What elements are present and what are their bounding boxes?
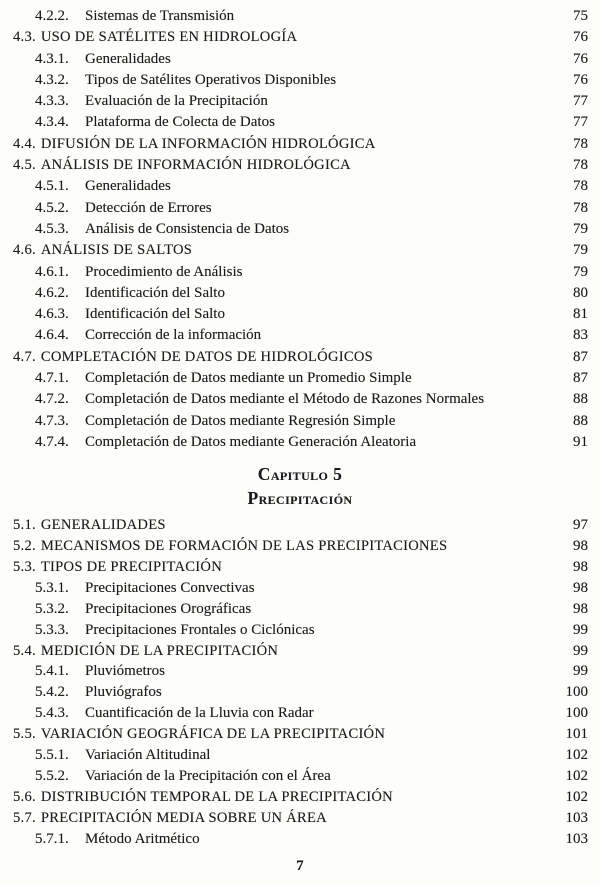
toc-entry-sub xyxy=(13,283,588,304)
toc-entry-number: 4.3.4. xyxy=(35,114,69,131)
toc-entry-sub xyxy=(13,766,588,787)
toc-entry-title: USO DE SATÉLITES EN HIDROLOGÍA xyxy=(40,29,298,46)
toc-entry-page-number: 103 xyxy=(565,830,588,847)
toc-entry-title: Generalidades xyxy=(85,50,171,67)
toc-entry-page-number: 101 xyxy=(565,726,588,743)
toc-entry-main xyxy=(13,808,588,829)
toc-entry-main xyxy=(13,557,588,578)
toc-entry-number: 5.5.2. xyxy=(35,767,69,784)
toc-entry-number: 5.2. xyxy=(13,538,36,555)
toc-entry-sub xyxy=(13,219,588,240)
toc-entry-title: Identificación del Salto xyxy=(85,284,225,301)
toc-entry-number: 5.5.1. xyxy=(35,747,69,764)
toc-entry-title: Método Aritmético xyxy=(85,830,200,847)
toc-entry-number: 4.5. xyxy=(13,157,36,174)
toc-entry-sub xyxy=(13,745,588,766)
toc-entry-page-number: 98 xyxy=(573,559,588,576)
toc-entry-title: Precipitaciones Orográficas xyxy=(85,600,252,617)
toc-entry-number: 5.1. xyxy=(13,517,36,534)
toc-entry-sub xyxy=(13,325,588,346)
toc-entry-page-number: 78 xyxy=(573,157,588,174)
toc-entry-number: 4.2.2. xyxy=(35,8,69,24)
toc-entry-number: 4.5.2. xyxy=(35,199,69,216)
toc-entry-title: Procedimiento de Análisis xyxy=(85,263,243,280)
toc-entry-page-number: 75 xyxy=(573,8,588,24)
toc-entry-page-number: 76 xyxy=(573,29,588,46)
toc-entry-page-number: 99 xyxy=(573,642,588,659)
toc-entry-page-number: 79 xyxy=(573,263,588,280)
toc-entry-sub xyxy=(13,703,588,724)
toc-entry-page-number: 102 xyxy=(565,788,588,805)
toc-entry-page-number: 98 xyxy=(573,579,588,596)
toc-entry-number: 4.6.3. xyxy=(35,306,69,323)
toc-entry-page-number: 102 xyxy=(565,767,588,784)
toc-entry-page-number: 98 xyxy=(573,538,588,555)
toc-entry-sub xyxy=(13,368,588,389)
toc-entry-title: Completación de Datos mediante Generación Aleatoria xyxy=(85,433,417,450)
toc-entry-page-number: 76 xyxy=(573,50,588,67)
toc-entry-main xyxy=(13,536,588,557)
toc-entry-title: ANÁLISIS DE SALTOS xyxy=(40,242,193,259)
toc-entry-sub xyxy=(13,620,588,641)
toc-entry-sub xyxy=(13,70,588,91)
toc-entry-sub xyxy=(13,91,588,112)
toc-entry-title: Identificación del Salto xyxy=(85,306,225,323)
toc-entry-sub xyxy=(13,432,588,453)
toc-entry-title: DISTRIBUCIÓN TEMPORAL DE LA PRECIPITACIÓN xyxy=(40,788,393,805)
toc-entry-sub xyxy=(13,661,588,682)
toc-entry-number: 4.6.4. xyxy=(35,327,69,344)
toc-entry-main xyxy=(13,787,588,808)
toc-entry-title: Corrección de la información xyxy=(85,327,262,344)
toc-entry-number: 5.3.1. xyxy=(35,579,69,596)
toc-entry-number: 5.3. xyxy=(13,559,36,576)
toc-entry-number: 4.7. xyxy=(13,348,36,365)
toc-entry-title: Tipos de Satélites Operativos Disponibles xyxy=(85,71,337,88)
toc-entry-number: 5.3.3. xyxy=(35,621,69,638)
toc-entry-title: Completación de Datos mediante el Método de Razones Normales xyxy=(85,391,485,408)
chapter-heading xyxy=(0,462,600,510)
toc-entry-number: 4.7.4. xyxy=(35,433,69,450)
chapter-number-line: Capitulo 5 xyxy=(257,464,343,485)
toc-entry-number: 4.5.1. xyxy=(35,178,69,195)
toc-entry-sub xyxy=(13,411,588,432)
page-number-footer: 7 xyxy=(296,858,304,874)
toc-entry-page-number: 87 xyxy=(573,348,588,365)
toc-entry-page-number: 88 xyxy=(573,412,588,429)
toc-entry-main xyxy=(13,240,588,261)
toc-entry-sub xyxy=(13,389,588,410)
toc-entry-sub xyxy=(13,829,588,850)
toc-entry-number: 4.3.2. xyxy=(35,71,69,88)
toc-entry-number: 5.7. xyxy=(13,809,36,826)
toc-entry-main xyxy=(13,724,588,745)
toc-entry-sub xyxy=(13,6,588,27)
toc-entry-page-number: 103 xyxy=(565,809,588,826)
toc-entry-title: Pluviógrafos xyxy=(85,684,162,701)
toc-entry-page-number: 88 xyxy=(573,391,588,408)
toc-entry-title: MEDICIÓN DE LA PRECIPITACIÓN xyxy=(40,642,279,659)
toc-entry-page-number: 77 xyxy=(573,93,588,110)
toc-entry-sub xyxy=(13,304,588,325)
toc-entry-number: 4.5.3. xyxy=(35,220,69,237)
toc-entry-number: 4.7.3. xyxy=(35,412,69,429)
toc-entry-main xyxy=(13,641,588,662)
toc-entry-title: ANÁLISIS DE INFORMACIÓN HIDROLÓGICA xyxy=(40,157,351,174)
toc-entry-number: 4.3.3. xyxy=(35,93,69,110)
toc-entry-page-number: 100 xyxy=(565,684,588,701)
toc-entry-page-number: 78 xyxy=(573,199,588,216)
toc-entry-number: 4.6.2. xyxy=(35,284,69,301)
toc-entry-main xyxy=(13,347,588,368)
toc-entry-sub xyxy=(13,578,588,599)
toc-entry-number: 5.3.2. xyxy=(35,600,69,617)
toc-entry-number: 4.3. xyxy=(13,29,36,46)
toc-entry-number: 5.6. xyxy=(13,788,36,805)
toc-entry-title: Variación Altitudinal xyxy=(85,747,211,764)
toc-entry-page-number: 91 xyxy=(573,433,588,450)
toc-entry-number: 5.5. xyxy=(13,726,36,743)
toc-entry-main xyxy=(13,27,588,48)
toc-entry-number: 5.4. xyxy=(13,642,36,659)
toc-entry-title: Completación de Datos mediante Regresión Simple xyxy=(85,412,396,429)
toc-entry-title: TIPOS DE PRECIPITACIÓN xyxy=(40,559,222,576)
toc-entry-title: Generalidades xyxy=(85,178,171,195)
toc-entry-sub xyxy=(13,262,588,283)
toc-entry-number: 4.6.1. xyxy=(35,263,69,280)
toc-entry-title: VARIACIÓN GEOGRÁFICA DE LA PRECIPITACIÓN xyxy=(40,726,386,743)
toc-entry-page-number: 81 xyxy=(573,306,588,323)
toc-entry-title: Cuantificación de la Lluvia con Radar xyxy=(85,705,314,722)
toc-entry-title: Precipitaciones Convectivas xyxy=(85,579,255,596)
toc-entry-title: COMPLETACIÓN DE DATOS DE HIDROLÓGICOS xyxy=(40,348,374,365)
toc-entry-sub xyxy=(13,176,588,197)
toc-entry-page-number: 97 xyxy=(573,517,588,534)
toc-entry-title: GENERALIDADES xyxy=(40,517,166,534)
toc-entry-page-number: 78 xyxy=(573,135,588,152)
toc-entry-title: DIFUSIÓN DE LA INFORMACIÓN HIDROLÓGICA xyxy=(40,135,376,152)
toc-entry-number: 4.6. xyxy=(13,242,36,259)
toc-entry-title: Completación de Datos mediante un Promedio Simple xyxy=(85,370,412,387)
toc-entry-number: 4.7.2. xyxy=(35,391,69,408)
toc-entry-number: 5.4.2. xyxy=(35,684,69,701)
toc-entry-page-number: 98 xyxy=(573,600,588,617)
toc-entry-number: 4.4. xyxy=(13,135,36,152)
toc-entry-title: PRECIPITACIÓN MEDIA SOBRE UN ÁREA xyxy=(40,809,327,826)
toc-entry-page-number: 102 xyxy=(565,747,588,764)
toc-entry-title: Plataforma de Colecta de Datos xyxy=(85,114,275,131)
toc-entry-title: Detección de Errores xyxy=(85,199,212,216)
chapter-title-line: Precipitación xyxy=(247,488,353,509)
toc-entry-title: Precipitaciones Frontales o Ciclónicas xyxy=(85,621,315,638)
toc-entry-page-number: 79 xyxy=(573,220,588,237)
toc-entry-page-number: 80 xyxy=(573,284,588,301)
toc-entry-number: 4.7.1. xyxy=(35,370,69,387)
toc-entry-sub xyxy=(13,112,588,133)
toc-entry-title: MECANISMOS DE FORMACIÓN DE LAS PRECIPITACIONES xyxy=(40,538,448,555)
toc-entry-main xyxy=(13,515,588,536)
toc-entry-page-number: 76 xyxy=(573,71,588,88)
toc-entry-sub xyxy=(13,198,588,219)
toc-entry-sub xyxy=(13,599,588,620)
toc-list-chapter-5 xyxy=(0,515,600,849)
toc-entry-title: Pluviómetros xyxy=(85,663,166,680)
toc-entry-page-number: 100 xyxy=(565,705,588,722)
toc-entry-number: 4.3.1. xyxy=(35,50,69,67)
toc-entry-page-number: 77 xyxy=(573,114,588,131)
toc-entry-number: 5.7.1. xyxy=(35,830,69,847)
toc-entry-number: 5.4.1. xyxy=(35,663,69,680)
toc-entry-page-number: 99 xyxy=(573,621,588,638)
toc-entry-page-number: 87 xyxy=(573,370,588,387)
toc-entry-main xyxy=(13,134,588,155)
toc-entry-page-number: 99 xyxy=(573,663,588,680)
toc-entry-page-number: 83 xyxy=(573,327,588,344)
toc-entry-page-number: 79 xyxy=(573,242,588,259)
toc-entry-sub xyxy=(13,682,588,703)
toc-entry-number: 5.4.3. xyxy=(35,705,69,722)
toc-entry-main xyxy=(13,155,588,176)
toc-entry-page-number: 78 xyxy=(573,178,588,195)
toc-entry-title: Análisis de Consistencia de Datos xyxy=(85,220,290,237)
toc-entry-title: Variación de la Precipitación con el Área xyxy=(85,767,331,784)
toc-entry-sub xyxy=(13,49,588,70)
toc-entry-title: Evaluación de la Precipitación xyxy=(85,93,268,110)
toc-entry-title: Sistemas de Transmisión xyxy=(85,8,235,24)
